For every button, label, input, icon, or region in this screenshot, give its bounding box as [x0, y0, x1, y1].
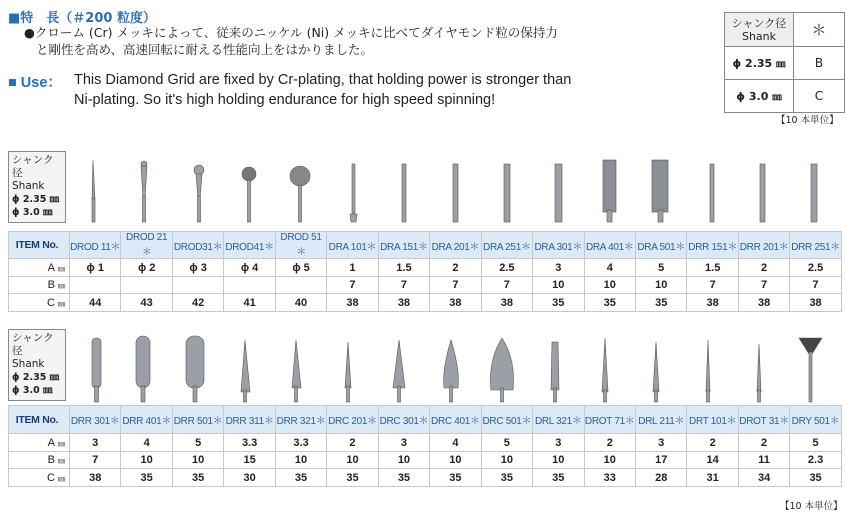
table1-b-label-text: B [47, 279, 55, 291]
table1-item-row [9, 232, 842, 259]
table1-a-cell: 4 [584, 259, 635, 277]
table2-a-cell: 5 [790, 434, 841, 452]
table2-b-cell: 7 [70, 452, 121, 469]
table2-b-cell: 10 [430, 452, 481, 469]
table1-a-cell: ϕ 1 [70, 259, 121, 277]
table2-a-cell: 2 [327, 434, 378, 452]
table1-a-cell: 5 [635, 259, 686, 277]
table1-a-row [9, 259, 842, 277]
table1-a-cell: ϕ 5 [275, 259, 326, 277]
table2-item-row [9, 406, 842, 434]
table2-c-cell: 35 [172, 469, 223, 487]
table1-item-cell: DRR 151＊ [687, 232, 738, 259]
table2-b-cell: 10 [121, 452, 172, 469]
table1-a-cell: ϕ 3 [172, 259, 223, 277]
table1-item-cell: DRA 201＊ [430, 232, 481, 259]
table2-c-cell: 30 [224, 469, 275, 487]
table1-c-cell: 38 [327, 294, 378, 312]
tool-image-dra151 [402, 164, 406, 222]
table1-item-cell: DROD 11＊ [70, 232, 121, 259]
table2-c-cell: 35 [481, 469, 532, 487]
table1-c-cell: 41 [224, 294, 275, 312]
table1-c-cell: 42 [172, 294, 223, 312]
table2-item-cell: DRC 201＊ [327, 406, 378, 434]
table2-b-unit: ㎜ [58, 458, 65, 465]
features-jp-line1: ●クローム (Cr) メッキによって、従来のニッケル (Ni) メッキに比べてダイヤモンド粒の保持力 [24, 25, 558, 40]
table1-item-cell: DRA 501＊ [635, 232, 686, 259]
table2-c-cell: 33 [584, 469, 635, 487]
table1-c-unit: ㎜ [58, 300, 65, 308]
table1-b-cell [121, 277, 172, 294]
table1-b-cell [172, 277, 223, 294]
features-jp-line2: と剛性を高め、高速回転に耐える性能向上をはかりました。 [36, 42, 374, 57]
table1-b-row [9, 277, 842, 294]
table2-item-cell: DROT 31＊ [738, 406, 789, 434]
tool-image-drod21 [141, 161, 147, 222]
tool-image-dra251 [504, 164, 510, 222]
table2-a-cell: 4 [430, 434, 481, 452]
table2-a-cell: 3 [533, 434, 584, 452]
table2-b-cell: 10 [327, 452, 378, 469]
table1-a-cell: 2 [738, 259, 789, 277]
tool-images-1 [70, 150, 846, 230]
tool-image-drr501 [186, 336, 204, 402]
table1-c-cell: 38 [738, 294, 789, 312]
table1-b-cell: 7 [430, 277, 481, 294]
table1-a-cell: 3 [533, 259, 584, 277]
table2-item-cell: DRC 301＊ [378, 406, 429, 434]
table2-c-cell: 31 [687, 469, 738, 487]
mark-header: ＊ [794, 13, 845, 47]
tool-image-drl211 [653, 342, 659, 402]
tool-image-dra201 [453, 164, 458, 222]
table2-a-row [9, 434, 842, 452]
shank-size-2-unit: ㎜ [772, 92, 782, 103]
table2-c-cell: 35 [275, 469, 326, 487]
table2-b-cell: 10 [378, 452, 429, 469]
shank-box-2-size2: ϕ 3.0 ㎜ [12, 385, 53, 396]
tool-image-drod41 [242, 167, 256, 222]
table1-c-cell: 43 [121, 294, 172, 312]
table1-a-cell: 1.5 [378, 259, 429, 277]
table2-a-cell: 2 [584, 434, 635, 452]
tool-image-drr151 [710, 164, 714, 222]
table1-c-label [9, 294, 70, 312]
features-heading: ■特 長（＃200 粒度） [8, 11, 156, 26]
table2-b-cell: 11 [738, 452, 789, 469]
table2-item-cell: DRT 101＊ [687, 406, 738, 434]
table1-c-label-text: C [47, 296, 55, 309]
tool-image-drr321 [292, 340, 301, 402]
shank-code-table [724, 12, 845, 113]
table1-b-unit: ㎜ [58, 283, 65, 290]
table2-c-label [9, 469, 70, 487]
table2-c-unit: ㎜ [58, 475, 65, 483]
tool-image-drod51 [290, 166, 310, 222]
tool-image-drc401 [444, 340, 459, 402]
table1-item-cell: DROD41＊ [224, 232, 275, 259]
table1-c-cell: 38 [378, 294, 429, 312]
table2-b-label [9, 452, 70, 469]
table2-b-cell: 2.3 [790, 452, 841, 469]
tool-image-drc501 [490, 338, 513, 402]
table2-b-cell: 10 [533, 452, 584, 469]
shank-box-1-en: Shank [12, 180, 45, 192]
tool-image-drr301 [92, 338, 101, 402]
table1-a-cell: ϕ 2 [121, 259, 172, 277]
tool-image-drl321 [551, 342, 559, 402]
table1-item-cell: DRA 101＊ [327, 232, 378, 259]
table1-a-cell: 2.5 [790, 259, 841, 277]
top-unit-note: 【10 本単位】 [776, 115, 839, 126]
table1-item-cell: DRA 401＊ [584, 232, 635, 259]
table2-b-cell: 10 [584, 452, 635, 469]
table2-c-cell: 35 [327, 469, 378, 487]
table2-c-cell: 35 [790, 469, 841, 487]
shank-header-en: Shank [741, 29, 777, 43]
table2-b-row [9, 452, 842, 469]
table1-b-cell [224, 277, 275, 294]
table1-b-cell [70, 277, 121, 294]
table2-a-cell: 3.3 [224, 434, 275, 452]
table2-item-cell: DRC 401＊ [430, 406, 481, 434]
table2-a-cell: 4 [121, 434, 172, 452]
shank-header [725, 13, 794, 47]
table2-b-cell: 14 [687, 452, 738, 469]
table2-item-cell: DRR 311＊ [224, 406, 275, 434]
table2-b-label-text: B [47, 454, 55, 466]
table1-item-cell: DROD31＊ [172, 232, 223, 259]
table1-c-cell: 44 [70, 294, 121, 312]
shank-size-2 [725, 80, 794, 113]
shank-header-jp: シャンク径 [731, 16, 787, 30]
table1-a-cell: 2 [430, 259, 481, 277]
table1-b-cell: 7 [687, 277, 738, 294]
table2-a-cell: 3 [378, 434, 429, 452]
table1-c-cell: 35 [584, 294, 635, 312]
shank-box-2-jp: シャンク径 [12, 332, 54, 357]
table2-item-cell: DRY 501＊ [790, 406, 841, 434]
tool-image-drod11 [92, 160, 95, 222]
table2-c-cell: 34 [738, 469, 789, 487]
table1-a-cell: ϕ 4 [224, 259, 275, 277]
table2-c-row [9, 469, 842, 487]
tool-image-dra401 [603, 160, 616, 222]
shank-box-2-size1: ϕ 2.35 ㎜ [12, 372, 60, 383]
table1-item-cell: DROD 51＊ [275, 232, 326, 259]
tool-image-drr251 [811, 164, 817, 222]
tool-image-drr311 [241, 340, 250, 402]
spec-table-1 [8, 231, 842, 312]
table1-item-cell: DRR 251＊ [790, 232, 841, 259]
table2-c-label-text: C [47, 471, 55, 484]
table1-a-cell: 1.5 [687, 259, 738, 277]
table1-b-cell [275, 277, 326, 294]
table1-c-cell: 35 [635, 294, 686, 312]
table1-a-cell: 1 [327, 259, 378, 277]
table1-b-cell: 7 [327, 277, 378, 294]
table2-b-cell: 17 [635, 452, 686, 469]
shank-box-2 [8, 329, 66, 401]
table1-b-label [9, 277, 70, 294]
tool-image-dra101 [350, 164, 357, 222]
table1-a-cell: 2.5 [481, 259, 532, 277]
table1-b-cell: 7 [738, 277, 789, 294]
table1-a-label-text: A [47, 261, 55, 274]
table2-c-cell: 35 [430, 469, 481, 487]
table2-a-cell: 5 [481, 434, 532, 452]
tool-image-drt101 [706, 340, 710, 402]
table1-c-cell: 35 [533, 294, 584, 312]
table2-a-cell: 2 [687, 434, 738, 452]
table2-c-cell: 35 [378, 469, 429, 487]
shank-size-1-value: ϕ 2.35 [732, 57, 773, 70]
use-label-text: ■ Use： [8, 75, 62, 91]
table2-a-label-text: A [47, 436, 55, 449]
table1-item-cell: DRA 301＊ [533, 232, 584, 259]
table2-item-cell: DRL 211＊ [635, 406, 686, 434]
table1-c-cell: 38 [687, 294, 738, 312]
table1-c-cell: 38 [790, 294, 841, 312]
table2-item-cell: DRL 321＊ [533, 406, 584, 434]
use-line1: This Diamond Grid are fixed by Cr-plating, that holding power is stronger than [74, 72, 572, 88]
shank-box-1-jp: シャンク径 [12, 154, 54, 179]
table2-item-cell: DRR 321＊ [275, 406, 326, 434]
bottom-unit-note: 【10 本単位】 [780, 501, 843, 512]
table2-a-unit: ㎜ [58, 440, 65, 448]
tool-image-drot71 [602, 338, 608, 402]
tool-images-2 [70, 330, 846, 405]
use-line2: Ni-plating. So it's high holding endurance for high speed spinning! [74, 92, 496, 108]
table2-c-cell: 35 [533, 469, 584, 487]
table1-c-cell: 38 [430, 294, 481, 312]
shank-size-1-unit: ㎜ [776, 59, 786, 70]
table2-a-cell: 3 [70, 434, 121, 452]
table2-item-cell: DRR 301＊ [70, 406, 121, 434]
table2-item-label: ITEM No. [9, 406, 70, 434]
table1-a-label [9, 259, 70, 277]
table1-b-cell: 7 [481, 277, 532, 294]
table1-a-unit: ㎜ [58, 265, 65, 273]
spec-table-2 [8, 405, 842, 487]
tool-image-drc301 [393, 340, 405, 402]
tool-image-dra301 [555, 164, 562, 222]
shank-box-2-en: Shank [12, 358, 45, 370]
table1-item-cell: DRA 151＊ [378, 232, 429, 259]
table2-item-cell: DROT 71＊ [584, 406, 635, 434]
shank-mark-2: C [794, 80, 845, 113]
table1-b-cell: 10 [635, 277, 686, 294]
table1-c-cell: 38 [481, 294, 532, 312]
table2-c-cell: 35 [121, 469, 172, 487]
table1-item-label: ITEM No. [9, 232, 70, 259]
table1-b-cell: 7 [378, 277, 429, 294]
table2-c-cell: 28 [635, 469, 686, 487]
table1-b-cell: 7 [790, 277, 841, 294]
table1-c-cell: 40 [275, 294, 326, 312]
shank-size-2-value: ϕ 3.0 [736, 90, 769, 103]
table1-item-cell: DRR 201＊ [738, 232, 789, 259]
shank-box-1-size2: ϕ 3.0 ㎜ [12, 207, 53, 218]
table2-item-cell: DRR 401＊ [121, 406, 172, 434]
shank-size-1 [725, 47, 794, 80]
table1-b-cell: 10 [584, 277, 635, 294]
table2-a-cell: 3 [635, 434, 686, 452]
shank-mark-1: B [794, 47, 845, 80]
table1-b-cell: 10 [533, 277, 584, 294]
table2-a-label [9, 434, 70, 452]
tool-image-dra501 [652, 160, 668, 222]
table1-item-cell: DRA 251＊ [481, 232, 532, 259]
tool-image-drc201 [345, 342, 351, 402]
tool-image-drod31 [194, 165, 204, 222]
use-label [8, 71, 62, 92]
table2-a-cell: 5 [172, 434, 223, 452]
table2-b-cell: 10 [172, 452, 223, 469]
shank-box-1 [8, 151, 66, 223]
table1-item-cell: DROD 21＊ [121, 232, 172, 259]
tool-image-drot31 [757, 344, 761, 402]
table2-b-cell: 15 [224, 452, 275, 469]
table2-a-cell: 2 [738, 434, 789, 452]
table2-b-cell: 10 [481, 452, 532, 469]
tool-image-drr201 [760, 164, 765, 222]
table2-c-cell: 38 [70, 469, 121, 487]
tool-image-drr401 [136, 336, 150, 402]
table2-item-cell: DRC 501＊ [481, 406, 532, 434]
table2-a-cell: 3.3 [275, 434, 326, 452]
table2-b-cell: 10 [275, 452, 326, 469]
table1-c-row [9, 294, 842, 312]
tool-image-dry501 [799, 338, 822, 402]
table2-item-cell: DRR 501＊ [172, 406, 223, 434]
shank-box-1-size1: ϕ 2.35 ㎜ [12, 194, 60, 205]
